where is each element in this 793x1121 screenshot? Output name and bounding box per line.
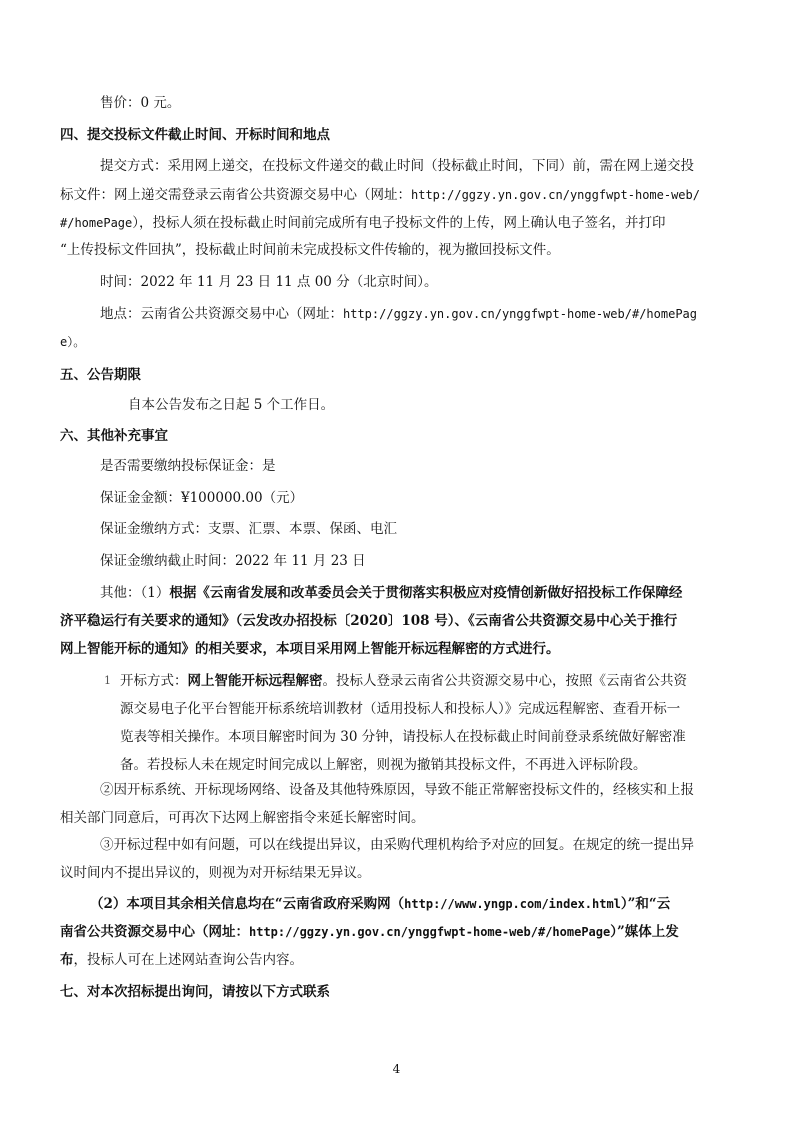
- url-text: http://ggzy.yn.gov.cn/ynggfwpt-home-web/: [411, 188, 700, 202]
- paragraph-line: 布，投标人可在上述网站查询公告内容。: [60, 952, 303, 968]
- bid-time: 时间：2022 年 11 月 23 日 11 点 00 分（北京时间）。: [100, 274, 438, 290]
- section-heading-6: 六、其他补充事宜: [60, 428, 168, 444]
- paragraph-line: 南省公共资源交易中心（网址：http://ggzy.yn.gov.cn/ynggfwpt-home-web/#/homePage）”媒体上发: [60, 924, 679, 940]
- section-heading-5: 五、公告期限: [60, 367, 141, 383]
- opening-method: 开标方式：网上智能开标远程解密。投标人登录云南省公共资源交易中心，按照《云南省公共资: [120, 673, 687, 689]
- notice-period: 自本公告发布之日起 5 个工作日。: [128, 397, 335, 413]
- paragraph-line: e）。: [60, 335, 86, 349]
- section-heading-4: 四、提交投标文件截止时间、开标时间和地点: [60, 127, 330, 143]
- paragraph-line: 网上智能开标的通知》的相关要求，本项目采用网上智能开标远程解密的方式进行。: [60, 641, 560, 657]
- paragraph-line: 标文件：网上递交需登录云南省公共资源交易中心（网址：http://ggzy.yn.gov.cn/ynggfwpt-home-web/: [60, 187, 700, 203]
- paragraph-line: 相关部门同意后，可再次下达网上解密指令来延长解密时间。: [60, 810, 425, 826]
- deposit-method: 保证金缴纳方式：支票、汇票、本票、保函、电汇: [100, 521, 397, 537]
- deposit-required: 是否需要缴纳投标保证金：是: [100, 458, 276, 474]
- paragraph-line: 源交易电子化平台智能开标系统培训教材（适用投标人和投标人）》完成远程解密、查看开标一: [120, 701, 681, 717]
- deposit-amount: 保证金金额：¥100000.00（元）: [100, 490, 304, 506]
- url-text: http://ggzy.yn.gov.cn/ynggfwpt-home-web/#/homePage: [249, 925, 611, 939]
- list-number: 1: [104, 674, 111, 687]
- paragraph-line: 备。若投标人未在规定时间完成以上解密，则视为撤销其投标文件，不再进入评标阶段。: [120, 757, 647, 773]
- url-text: http://ggzy.yn.gov.cn/ynggfwpt-home-web/#/homePag: [343, 307, 698, 321]
- note-3: ③开标过程中如有问题，可以在线提出异议，由采购代理机构给予对应的回复。在规定的统一提出异: [100, 837, 694, 853]
- deposit-deadline: 保证金缴纳截止时间：2022 年 11 月 23 日: [100, 553, 366, 569]
- paragraph-line: 览表等相关操作。本项目解密时间为 30 分钟，请投标人在投标截止时间前登录系统做好解密准: [120, 729, 686, 745]
- section-heading-7: 七、对本次招标提出询问，请按以下方式联系: [60, 984, 330, 1000]
- paragraph-line: 议时间内不提出异议的，则视为对开标结果无异议。: [60, 865, 371, 881]
- other-item-1: 其他：（1）根据《云南省发展和改革委员会关于贯彻落实积极应对疫情创新做好招投标工作保障经: [100, 585, 683, 601]
- paragraph-line: #/homePage），投标人须在投标截止时间前完成所有电子投标文件的上传，网上确认电子签名，并打印: [60, 215, 666, 231]
- paragraph-line: “上传投标文件回执”，投标截止时间前未完成投标文件传输的，视为撤回投标文件。: [60, 242, 560, 258]
- sale-price: 售价：0 元。: [100, 95, 181, 111]
- paragraph-line: 提交方式：采用网上递交，在投标文件递交的截止时间（投标截止时间，下同）前，需在网上递交投: [100, 158, 694, 174]
- page-number: 4: [392, 1062, 401, 1076]
- paragraph-line: 济平稳运行有关要求的通知》（云发改办招投标〔2020〕108 号）、《云南省公共资源交易中心关于推行: [60, 613, 678, 629]
- note-2: ②因开标系统、开标现场网络、设备及其他特殊原因，导致不能正常解密投标文件的，经核实和上报: [100, 782, 694, 798]
- bid-location: 地点：云南省公共资源交易中心（网址：http://ggzy.yn.gov.cn/ynggfwpt-home-web/#/homePag: [100, 306, 698, 322]
- other-item-2: （2）本项目其余相关信息均在“云南省政府采购网（http://www.yngp.com/index.html）”和“云: [90, 896, 671, 912]
- url-text: http://www.yngp.com/index.html: [404, 897, 621, 911]
- url-text: #/homePage: [60, 216, 133, 230]
